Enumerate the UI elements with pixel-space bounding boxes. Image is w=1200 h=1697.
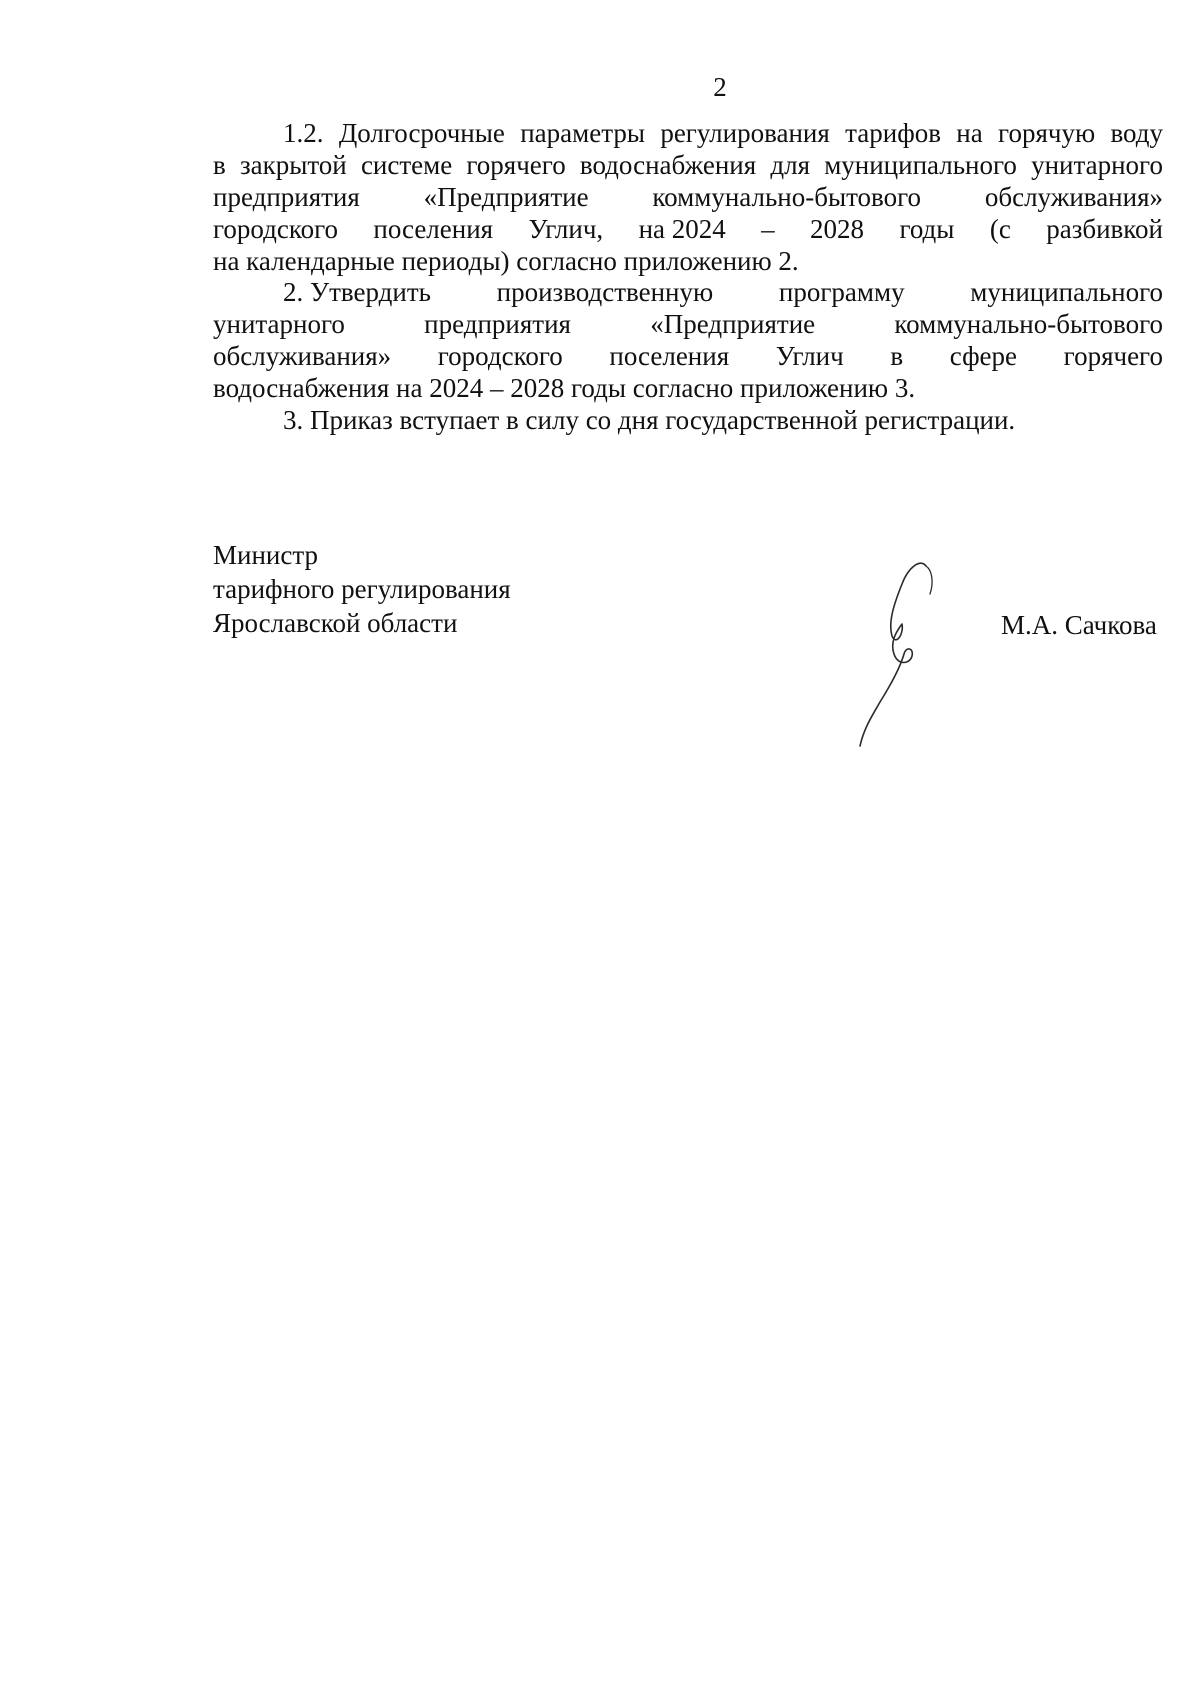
document-body — [213, 118, 1163, 437]
body-line: на календарные периоды) согласно приложению 2. — [213, 245, 799, 276]
signatory-title-line: Ярославской области — [213, 608, 458, 638]
body-line: водоснабжения на 2024 – 2028 годы согласно приложению 3. — [213, 373, 916, 404]
page-number: 2 — [713, 72, 727, 102]
body-line: обслуживания» городского поселения Углич в сфере горячего — [213, 341, 1163, 372]
signatory-title-line: Министр — [213, 540, 318, 570]
body-line: в закрытой системе горячего водоснабжения для муниципального унитарного — [213, 149, 1163, 180]
body-line: 3. Приказ вступает в силу со дня государственной регистрации. — [283, 405, 1016, 436]
signatory-title — [213, 538, 613, 640]
handwritten-signature — [850, 560, 960, 750]
body-line: 2. Утвердить производственную программу муниципального — [283, 277, 1163, 308]
body-line: городского поселения Углич, на 2024 – 2028 годы (с разбивкой — [213, 213, 1163, 244]
body-line: предприятия «Предприятие коммунально-бытового обслуживания» — [213, 181, 1163, 212]
signatory-title-line: тарифного регулирования — [213, 574, 511, 604]
signatory-name: М.А. Сачкова — [1001, 610, 1157, 640]
body-line: 1.2. Долгосрочные параметры регулирования тарифов на горячую воду — [283, 118, 1163, 148]
body-line: унитарного предприятия «Предприятие коммунально-бытового — [213, 309, 1163, 340]
